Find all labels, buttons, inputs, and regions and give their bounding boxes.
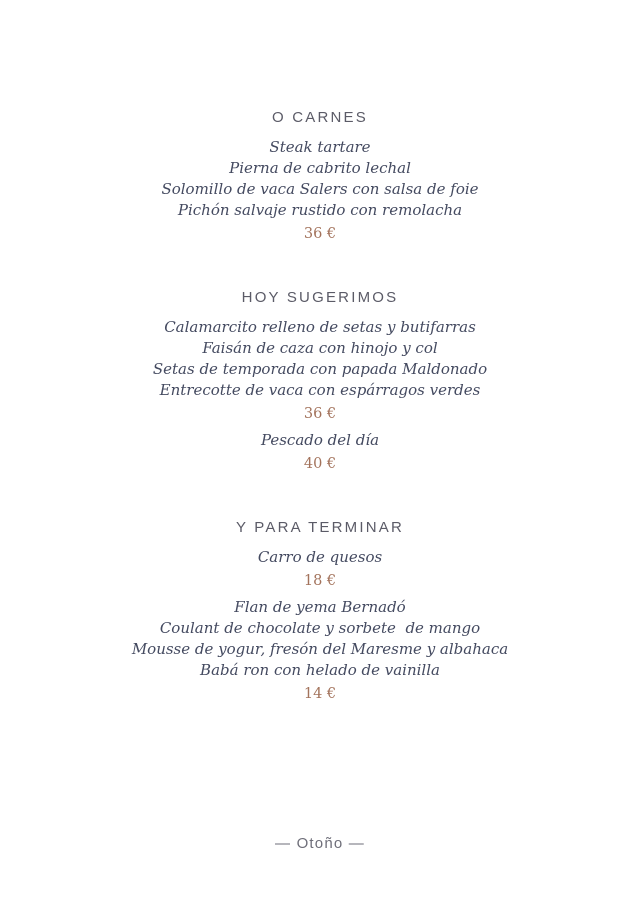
- menu-item: Babá ron con helado de vainilla: [200, 661, 440, 679]
- section-heading: O CARNES: [272, 109, 368, 126]
- menu-item: Carro de quesos: [257, 548, 383, 566]
- menu-sections: [0, 107, 640, 705]
- group-items: [0, 137, 640, 221]
- menu-section: [0, 287, 640, 475]
- menu-item: Solomillo de vaca Salers con salsa de foie: [161, 180, 479, 198]
- menu-item: Steak tartare: [269, 138, 371, 156]
- menu-item: Flan de yema Bernadó: [234, 598, 406, 616]
- menu-item: Pescado del día: [260, 431, 380, 449]
- menu-item: Pichón salvaje rustido con remolacha: [177, 201, 463, 219]
- menu-section: [0, 517, 640, 705]
- section-heading: Y PARA TERMINAR: [235, 519, 405, 536]
- season-footer: — Otoño —: [275, 835, 365, 852]
- section-groups: [0, 547, 640, 705]
- menu-item: Mousse de yogur, fresón del Maresme y albahaca: [131, 640, 509, 658]
- group-price: 14 €: [303, 686, 337, 702]
- menu-group: [0, 547, 640, 592]
- menu-group: [0, 430, 640, 475]
- group-items: [0, 547, 640, 568]
- menu-item: Pierna de cabrito lechal: [229, 159, 411, 177]
- group-items: [0, 317, 640, 401]
- menu-item: Calamarcito relleno de setas y butifarras: [164, 318, 476, 336]
- group-price: 18 €: [303, 573, 337, 589]
- menu-group: [0, 317, 640, 425]
- group-items: [0, 597, 640, 681]
- menu-item: Coulant de chocolate y sorbete de mango: [159, 619, 481, 637]
- section-heading: HOY SUGERIMOS: [241, 289, 399, 306]
- section-groups: [0, 137, 640, 245]
- menu-group: [0, 597, 640, 705]
- group-price: 36 €: [303, 406, 337, 422]
- menu-item: Entrecotte de vaca con espárragos verdes: [159, 381, 481, 399]
- menu-section: [0, 107, 640, 245]
- menu-group: [0, 137, 640, 245]
- group-price: 36 €: [303, 226, 337, 242]
- menu-item: Setas de temporada con papada Maldonado: [152, 360, 488, 378]
- group-price: 40 €: [303, 456, 337, 472]
- section-groups: [0, 317, 640, 475]
- group-items: [0, 430, 640, 451]
- menu-item: Faisán de caza con hinojo y col: [202, 339, 438, 357]
